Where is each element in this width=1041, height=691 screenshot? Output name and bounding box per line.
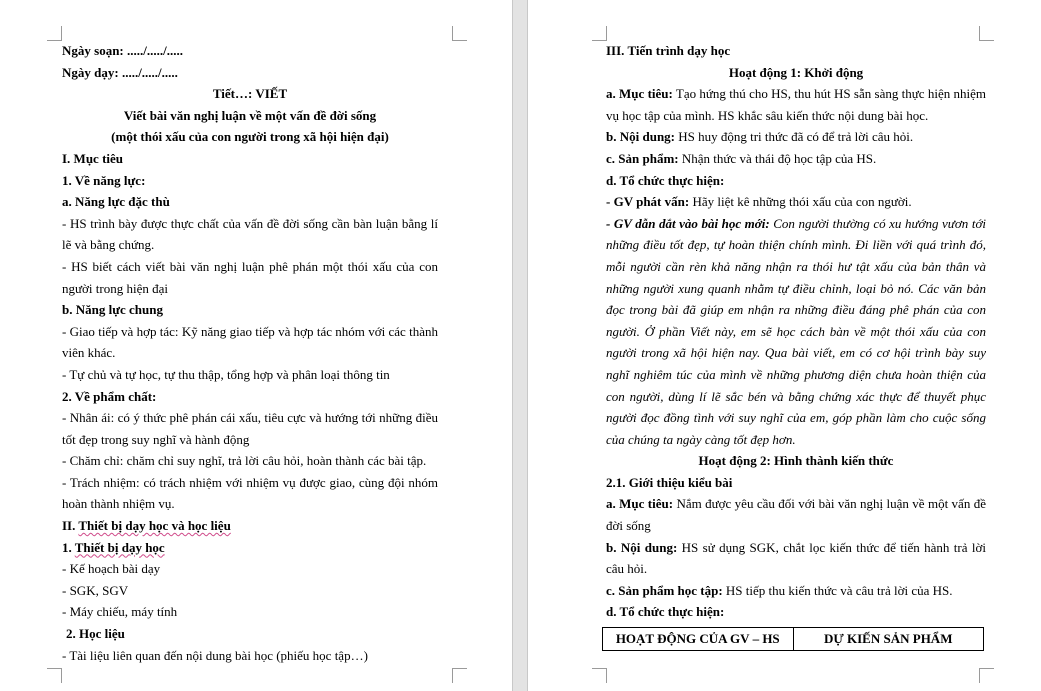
activity-2-product bbox=[606, 580, 986, 602]
table-header-row bbox=[603, 628, 984, 651]
lesson-plan-table bbox=[602, 627, 984, 651]
field-label: c. Sản phẩm: bbox=[606, 150, 679, 166]
activity-1-heading: Hoạt động 1: Khởi động bbox=[728, 64, 864, 80]
equipment-heading bbox=[62, 537, 438, 559]
activity-2-heading: Hoạt động 2: Hình thành kiến thức bbox=[698, 453, 894, 469]
teacher-question bbox=[606, 191, 986, 213]
specific-competence-item: - HS biết cách viết bài văn nghị luận phê phán một thói xấu của con người trong hiện đại bbox=[62, 258, 438, 296]
section-process-heading: III. Tiến trình dạy học bbox=[606, 43, 731, 58]
lesson-title: Viết bài văn nghị luận về một vấn đề đời sống bbox=[123, 107, 377, 123]
activity-1-content bbox=[606, 126, 986, 148]
teacher-lead-in bbox=[606, 213, 986, 451]
crop-mark-bottom-left bbox=[592, 668, 607, 683]
document-page-right bbox=[528, 0, 1041, 691]
equipment-item: - Kế hoạch bài dạy bbox=[62, 561, 161, 577]
qualities-heading: 2. Về phẩm chất: bbox=[62, 388, 157, 404]
crop-mark-bottom-right bbox=[979, 668, 994, 683]
crop-mark-top-right bbox=[452, 26, 467, 41]
activity-2-content bbox=[606, 537, 986, 580]
activity-2-objective bbox=[606, 493, 986, 536]
date-prepared: Ngày soạn: ...../...../..... bbox=[62, 43, 183, 58]
field-text: Nhận thức và thái độ học tập của HS. bbox=[678, 150, 877, 166]
materials-heading: 2. Học liệu bbox=[66, 626, 125, 642]
field-label: b. Nội dung: bbox=[606, 539, 678, 555]
crop-mark-bottom-right bbox=[452, 668, 467, 683]
activity-1-product bbox=[606, 148, 986, 170]
equipment-item: - Máy chiếu, máy tính bbox=[62, 604, 178, 620]
field-text: Hãy liệt kê những thói xấu của con người. bbox=[689, 194, 912, 210]
field-label: c. Sản phẩm học tập: bbox=[606, 582, 723, 598]
section-objectives-heading: I. Mục tiêu bbox=[62, 150, 124, 166]
table-header-expected-product: DỰ KIẾN SẢN PHẨM bbox=[793, 628, 984, 651]
date-taught: Ngày dạy: ...../...../..... bbox=[62, 64, 178, 80]
field-label: b. Nội dung: bbox=[606, 129, 675, 145]
section-equipment-heading bbox=[62, 515, 438, 537]
field-label: - GV dẫn dắt vào bài học mới: bbox=[606, 215, 770, 231]
general-competence-heading: b. Năng lực chung bbox=[62, 302, 163, 318]
competence-heading: 1. Về năng lực: bbox=[62, 172, 146, 188]
quality-item: - Chăm chỉ: chăm chỉ suy nghĩ, trả lời câu hỏi, hoàn thành các bài tập. bbox=[62, 453, 427, 469]
lesson-subtitle: (một thói xấu của con người trong xã hội hiện đại) bbox=[111, 129, 389, 145]
field-text: HS sử dụng SGK, chắt lọc kiến thức để tiến hành trả lời câu hỏi. bbox=[606, 539, 986, 577]
section-title: Thiết bị dạy học và học liệu bbox=[78, 518, 231, 534]
field-text: HS huy động tri thức đã có để trả lời câu hỏi. bbox=[675, 129, 914, 145]
section-title: Thiết bị dạy học bbox=[74, 539, 165, 555]
activity-1-organization: d. Tổ chức thực hiện: bbox=[606, 172, 725, 188]
field-text: Con người thường có xu hướng vươn tới những điều tốt đẹp, tự hoàn thiện chính mình. Đi liền với quá trình đó, mỗi người cần rèn khả năng nhận ra thói hư tật xấu của bản thân và những người xung quanh nhằm tự điều chỉnh, loại bỏ nó. Các văn bản đọc trong bài đã giúp em nhận ra những điều đáng phê phán của con người. Ở phần Viết này, em sẽ học cách bàn về một thói xấu của con người trong xã hội hiện nay. Qua bài viết, em có cơ hội trình bày suy nghĩ nghiêm túc của mình về những phương diện chưa hoàn thiện của con người, dùng lí lẽ sắc bén và bằng chứng xác thực để thuyết phục người đọc đồng tình với suy nghĩ của em, góp phần làm cho cuộc sống của chúng ta ngày càng tốt đẹp hơn. bbox=[606, 215, 987, 447]
activity-2-1-heading: 2.1. Giới thiệu kiểu bài bbox=[606, 474, 733, 490]
materials-item: - Tài liệu liên quan đến nội dung bài học (phiếu học tập…) bbox=[62, 647, 368, 663]
page-gutter bbox=[512, 0, 528, 691]
quality-item: - Nhân ái: có ý thức phê phán cái xấu, tiêu cực và hướng tới những điều tốt đẹp trong suy nghĩ và hành động bbox=[62, 410, 438, 447]
field-label: a. Mục tiêu: bbox=[606, 496, 674, 512]
table-header-teacher-activity: HOẠT ĐỘNG CỦA GV – HS bbox=[603, 628, 794, 651]
crop-mark-top-left bbox=[47, 26, 62, 41]
section-number: II. bbox=[62, 518, 79, 534]
section-number: 1. bbox=[62, 539, 75, 555]
crop-mark-top-left bbox=[592, 26, 607, 41]
crop-mark-bottom-left bbox=[47, 668, 62, 683]
lesson-number: Tiết…: VIẾT bbox=[212, 86, 288, 102]
field-text: Nắm được yêu cầu đối với bài văn nghị luận về một vấn đề đời sống bbox=[606, 496, 986, 534]
specific-competence-item: - HS trình bày được thực chất của vấn đề đời sống cần bàn luận bằng lí lẽ và bằng chứng. bbox=[62, 215, 438, 253]
document-page-left bbox=[0, 0, 512, 691]
field-text: Tạo hứng thú cho HS, thu hút HS sẵn sàng thực hiện nhiệm vụ học tập của mình. HS khắc sâu kiến thức nội dung bài học. bbox=[606, 86, 986, 123]
field-text: HS tiếp thu kiến thức và câu trả lời của HS. bbox=[722, 582, 953, 598]
equipment-item: - SGK, SGV bbox=[62, 582, 129, 598]
activity-2-organization: d. Tổ chức thực hiện: bbox=[606, 604, 725, 620]
field-label: - GV phát vấn: bbox=[606, 194, 690, 210]
general-competence-item: - Tự chủ và tự học, tự thu thập, tổng hợp và phân loại thông tin bbox=[62, 366, 390, 382]
left-page-body[interactable] bbox=[62, 40, 438, 666]
right-page-body[interactable] bbox=[606, 40, 986, 651]
general-competence-item: - Giao tiếp và hợp tác: Kỹ năng giao tiếp và hợp tác nhóm với các thành viên khác. bbox=[62, 323, 438, 361]
quality-item: - Trách nhiệm: có trách nhiệm với nhiệm vụ được giao, cùng đội nhóm hoàn thành nhiệm vụ. bbox=[62, 474, 438, 512]
crop-mark-top-right bbox=[979, 26, 994, 41]
field-label: a. Mục tiêu: bbox=[606, 86, 673, 102]
specific-competence-heading: a. Năng lực đặc thù bbox=[62, 194, 170, 210]
activity-1-objective bbox=[606, 83, 986, 126]
